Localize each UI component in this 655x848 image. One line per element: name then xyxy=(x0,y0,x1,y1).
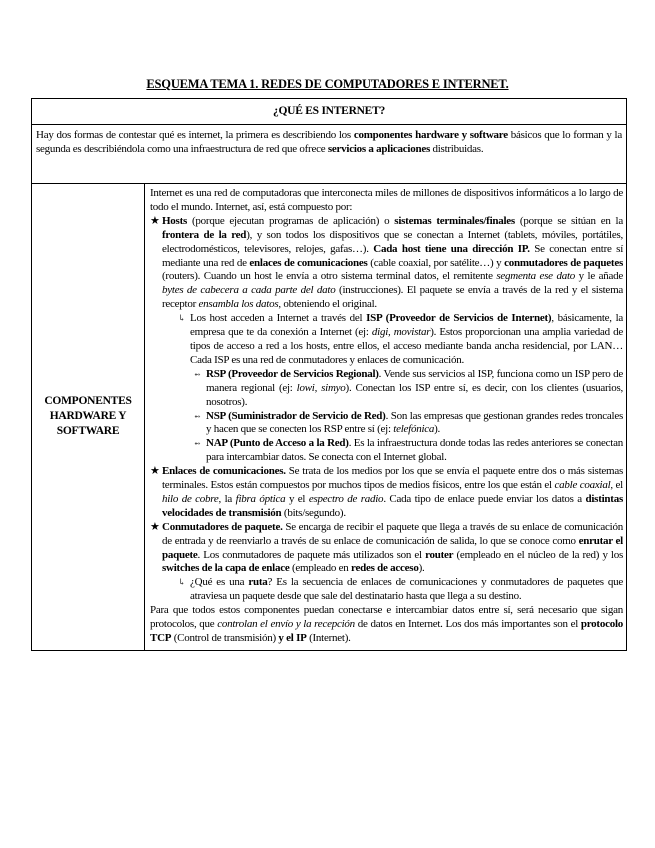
list-item-rsp: ➻ RSP (Proveedor de Servicios Regional). Vende sus servicios al ISP, funciona como un ISP pero de manera regional (ej: lowi, simyo). Conectan los ISP entre sí, es decir, con los clientes (usuarios, nosotros). xyxy=(194,367,623,408)
intro-paragraph: Hay dos formas de contestar qué es internet, la primera es describiendo los componentes hardware y software básicos que lo forman y la segunda es describiéndola como una infraestructura de red que ofrece servicios a aplicaciones distribuidas. xyxy=(32,125,627,184)
list-item-nap: ➻ NAP (Punto de Acceso a la Red). Es la infraestructura donde todas las redes anteriores se conectan para intercambiar datos. Se conecta con el Internet global. xyxy=(194,437,623,464)
arrow-icon: ↳ xyxy=(178,577,186,588)
list-item-conmutadores: ★ Conmutadores de paquete. Se encarga de recibir el paquete que llega a través de su enlace de comunicación de entrada y de reenviarlo a través de su enlace de comunicación de salida, lo que se conoce como enrutar el paquete. Los conmutadores de paquete más utilizados son el router (empleado en el núcleo de la red) y los switches de la capa de enlace (empleado en redes de acceso). xyxy=(150,520,624,575)
list-item-hosts: ★ Hosts (porque ejecutan programas de aplicación) o sistemas terminales/finales (porque se sitúan en la frontera de la red), y son todos los dispositivos que se conectan a Internet (tablets, móviles, portátiles, electrodomésticos, televisores, relojes, gafas…). Cada host tiene una dirección IP. Se conectan entre sí mediante una red de enlaces de comunicaciones (cable coaxial, por satélite…) y conmutadores de paquetes (routers). Cuando un host le envía a otro sistema terminal datos, el remitente segmenta ese dato y le añade bytes de cabecera a cada parte del dato (instrucciones). El paquete se envía a través de la red y el sistema receptor ensambla los datos, obteniendo el original. xyxy=(150,214,624,311)
list-item-ruta: ↳ ¿Qué es una ruta? Es la secuencia de enlaces de comunicaciones y conmutadores de paquetes que atraviesa un paquete desde que sale del destinatario hasta que llega a su destino. xyxy=(178,576,624,603)
star-icon: ★ xyxy=(150,520,160,533)
arrow-icon: ↳ xyxy=(178,313,186,324)
schema-table xyxy=(31,98,627,651)
row-label: COMPONENTES HARDWARE Y SOFTWARE xyxy=(32,184,145,651)
sub-arrow-icon: ➻ xyxy=(194,369,201,379)
star-icon: ★ xyxy=(150,465,160,478)
star-icon: ★ xyxy=(150,214,160,227)
list-item-nsp: ➻ NSP (Suministrador de Servicio de Red). Son las empresas que gestionan grandes redes troncales y hacen que se conecten los RSP entre sí (ej: telefónica). xyxy=(194,409,623,436)
list-item-isp: ↳ Los host acceden a Internet a través del ISP (Proveedor de Servicios de Internet), básicamente, la empresa que te da conexión a Internet (ej: digi, movistar). Estos proporcionan una amplia variedad de tipos de acceso a red a los hosts, entre ellos, el acceso mediante banda ancha residencial, por LAN… Cada ISP es una red de conmutadores y enlaces de comunicación. xyxy=(178,312,624,366)
list-item-enlaces: ★ Enlaces de comunicaciones. Se trata de los medios por los que se envía el paquete entre dos o más sistemas terminales. Estos están compuestos por muchos tipos de medios físicos, entre los que están el cable coaxial, el hilo de cobre, la fibra óptica y el espectro de radio. Cada tipo de enlace puede enviar los datos a distintas velocidades de transmisión (bits/segundo). xyxy=(150,465,623,519)
document-title: ESQUEMA TEMA 1. REDES DE COMPUTADORES E INTERNET. xyxy=(146,77,509,91)
row-content xyxy=(145,184,627,651)
section-header: ¿QUÉ ES INTERNET? xyxy=(32,99,627,125)
body-paragraph: Internet es una red de computadoras que interconecta miles de millones de dispositivos informáticos a lo largo de todo el mundo. Internet, así, está compuesto por: xyxy=(150,187,623,213)
sub-arrow-icon: ➻ xyxy=(194,411,201,421)
closing-paragraph: Para que todos estos componentes puedan conectarse e intercambiar datos entre sí, será necesario que sigan protocolos, que controlan el envío y la recepción de datos en Internet. Los dos más importantes son el protocolo TCP (Control de transmisión) y el IP (Internet). xyxy=(150,604,624,644)
sub-arrow-icon: ➻ xyxy=(194,439,201,449)
